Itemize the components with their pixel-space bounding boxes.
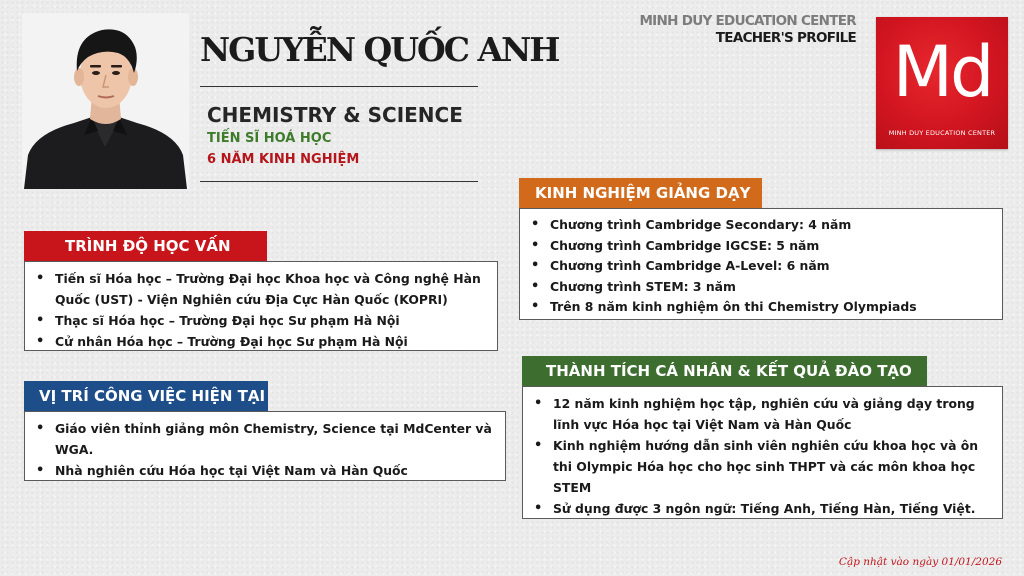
- achievements-header: THÀNH TÍCH CÁ NHÂN & KẾT QUẢ ĐÀO TẠO: [522, 356, 927, 386]
- teaching-experience-box: [519, 208, 1003, 320]
- list-item: • Kinh nghiệm hướng dẫn sinh viên nghiên cứu khoa học và ôn thi Olympic Hóa học cho học sinh THPT và các môn khoa học STEM: [531, 435, 992, 498]
- logo-mark: Md: [892, 31, 992, 113]
- list-item: • Chương trình Cambridge A-Level: 6 năm: [528, 256, 992, 277]
- education-list: [33, 268, 487, 352]
- md-logo: [876, 17, 1008, 149]
- teacher-photo: [22, 13, 189, 189]
- achievements-box: [522, 386, 1003, 519]
- list-item: • Sử dụng được 3 ngôn ngữ: Tiếng Anh, Tiếng Hàn, Tiếng Việt.: [531, 498, 992, 519]
- teacher-degree: TIẾN SĨ HOÁ HỌC: [207, 131, 332, 146]
- education-header: TRÌNH ĐỘ HỌC VẤN: [24, 231, 267, 261]
- list-item: • Chương trình Cambridge Secondary: 4 năm: [528, 215, 992, 236]
- list-item: • Thạc sĩ Hóa học – Trường Đại học Sư phạm Hà Nội: [33, 310, 487, 331]
- teacher-subject: CHEMISTRY & SCIENCE: [207, 103, 463, 127]
- education-box: [24, 261, 498, 351]
- updated-date: Cập nhật vào ngày 01/01/2026: [838, 556, 1002, 568]
- list-item: • Trên 8 năm kinh nghiệm ôn thi Chemistry Olympiads: [528, 297, 992, 318]
- list-item: • 12 năm kinh nghiệm học tập, nghiên cứu và giảng dạy trong lĩnh vực Hóa học tại Việt Nam và Hàn Quốc: [531, 393, 992, 435]
- portrait-illustration: [22, 13, 189, 189]
- teaching-experience-header: KINH NGHIỆM GIẢNG DẠY: [519, 178, 762, 208]
- logo-caption: MINH DUY EDUCATION CENTER: [888, 129, 996, 137]
- teacher-experience-years: 6 NĂM KINH NGHIỆM: [207, 152, 360, 167]
- list-item: • Chương trình Cambridge IGCSE: 5 năm: [528, 236, 992, 257]
- current-position-header: VỊ TRÍ CÔNG VIỆC HIỆN TẠI: [24, 381, 268, 411]
- list-item: • Tiến sĩ Hóa học – Trường Đại học Khoa học và Công nghệ Hàn Quốc (UST) - Viện Nghiên cứu Địa Cực Hàn Quốc (KOPRI): [33, 268, 487, 310]
- list-item: • Nhà nghiên cứu Hóa học tại Việt Nam và Hàn Quốc: [33, 460, 495, 481]
- profile-label: TEACHER'S PROFILE: [715, 30, 856, 46]
- teaching-experience-list: [528, 215, 992, 318]
- list-item: • Chương trình STEM: 3 năm: [528, 277, 992, 298]
- subject-divider: [200, 181, 478, 182]
- current-position-list: [33, 418, 495, 481]
- current-position-box: [24, 411, 506, 481]
- name-divider: [200, 86, 478, 87]
- list-item: • Giáo viên thỉnh giảng môn Chemistry, Science tại MdCenter và WGA.: [33, 418, 495, 460]
- teacher-name: NGUYỄN QUỐC ANH: [200, 30, 559, 69]
- list-item: • Cử nhân Hóa học – Trường Đại học Sư phạm Hà Nội: [33, 331, 487, 352]
- achievements-list: [531, 393, 992, 519]
- center-name: MINH DUY EDUCATION CENTER: [639, 13, 856, 29]
